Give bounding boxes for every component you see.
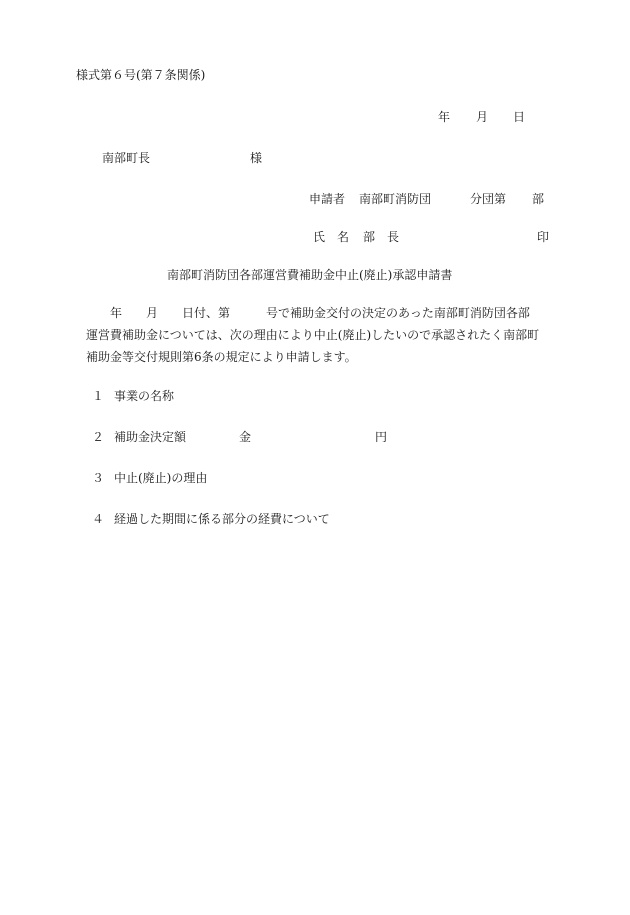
item-label-subsidy-amount: 補助金決定額: [114, 430, 187, 444]
addressee-honorific: 様: [250, 151, 263, 165]
document-title: 南部町消防団各部運営費補助金中止(廃止)承認申請書: [167, 268, 453, 282]
item-label-reason: 中止(廃止)の理由: [114, 471, 208, 485]
name-role: 部 長: [363, 230, 400, 244]
applicant-label: 申請者: [309, 192, 346, 206]
item-number: ３: [92, 471, 105, 485]
item-number: ２: [92, 430, 105, 444]
item-label-expenses: 経過した期間に係る部分の経費について: [114, 512, 330, 526]
item-number: ４: [92, 512, 105, 526]
amount-unit: 円: [375, 430, 388, 444]
name-label: 氏 名: [313, 230, 350, 244]
addressee-title: 南部町長: [102, 151, 151, 165]
date-year-label: 年: [438, 110, 451, 124]
body-text-line: 年 月 日付、第 号で補助金交付の決定のあった南部町消防団各部: [86, 306, 530, 320]
form-number: 様式第６号(第７条関係): [76, 68, 206, 82]
amount-prefix: 金: [239, 430, 252, 444]
seal-mark: 印: [537, 230, 550, 244]
date-month-label: 月: [476, 110, 489, 124]
date-day-label: 日: [513, 110, 526, 124]
applicant-unit-suffix: 部: [532, 192, 545, 206]
item-number: １: [92, 389, 105, 403]
applicant-unit-prefix: 分団第: [470, 192, 507, 206]
body-text-line: 運営費補助金については、次の理由により中止(廃止)したいので承認されたく南部町: [86, 328, 540, 342]
applicant-organization: 南部町消防団: [359, 192, 432, 206]
item-label-project-name: 事業の名称: [114, 389, 175, 403]
body-text-line: 補助金等交付規則第6条の規定により申請します。: [86, 350, 357, 364]
